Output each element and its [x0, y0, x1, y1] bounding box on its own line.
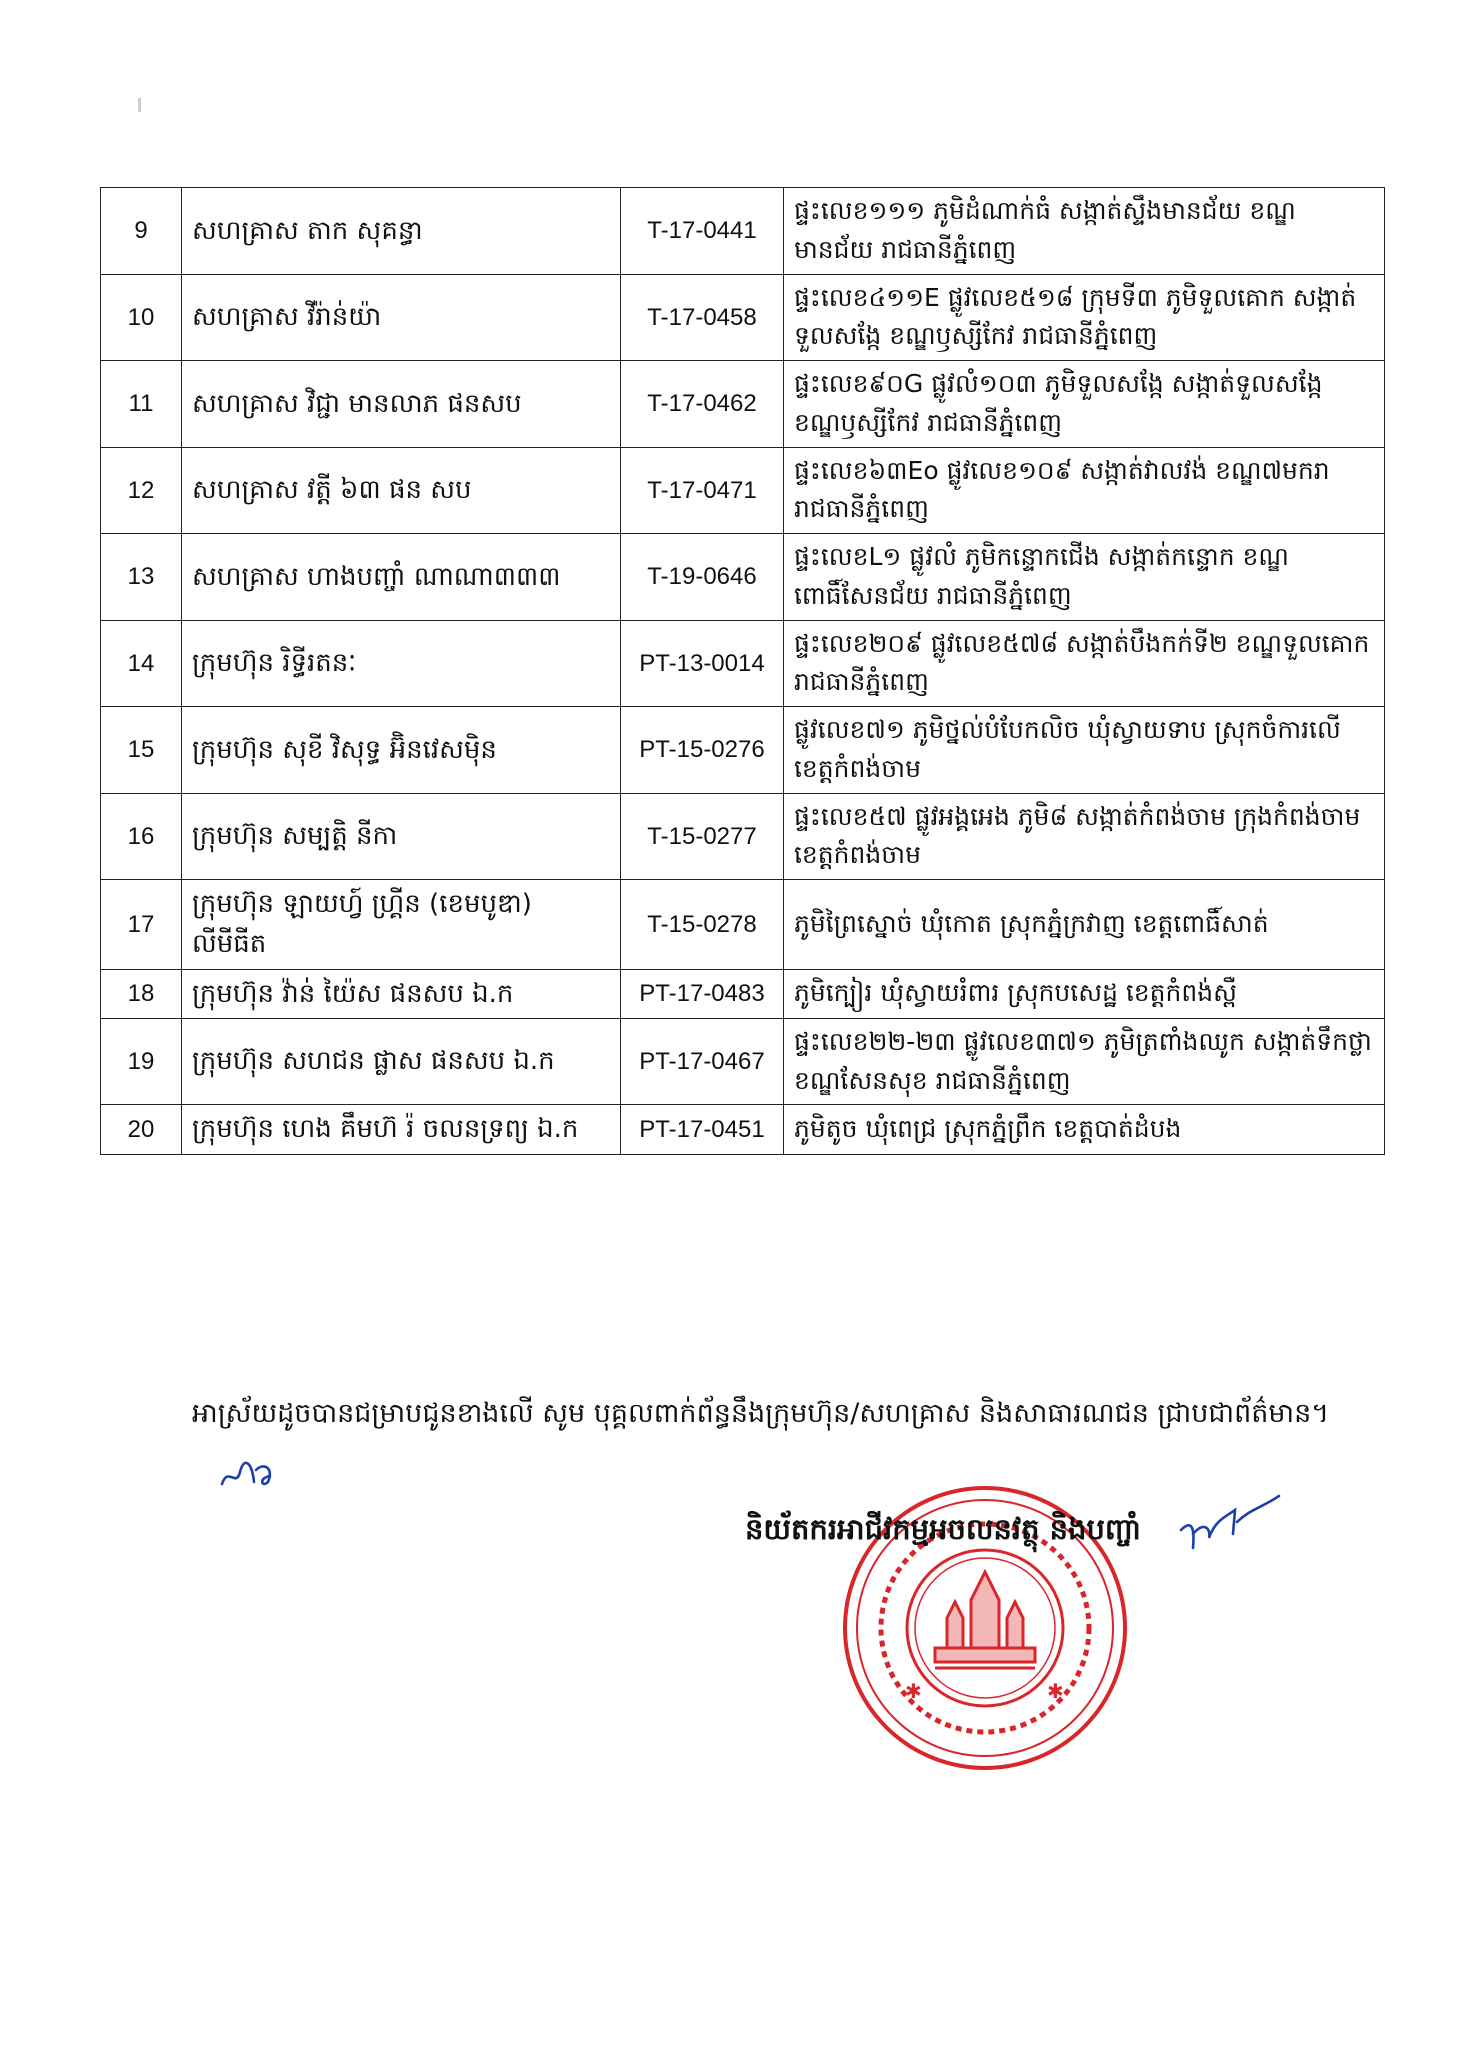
- company-address: ផ្ទះលេខ២០៩ ផ្លូវលេខ៥៧៨ សង្កាត់បឹងកក់ទី២ ខណ្ឌទួលគោក រាជធានីភ្នំពេញ: [784, 620, 1385, 707]
- row-number: 13: [101, 534, 182, 621]
- table-row: [101, 1105, 1385, 1154]
- table-row: [101, 793, 1385, 880]
- license-code: T-17-0441: [621, 188, 784, 275]
- table-row: [101, 620, 1385, 707]
- table-row: [101, 361, 1385, 448]
- license-code: T-19-0646: [621, 534, 784, 621]
- license-code: T-15-0277: [621, 793, 784, 880]
- company-address: ផ្ទះលេខ៥៧ ផ្លូវអង្គអេង ភូមិ៨ សង្កាត់កំពង់ចាម ក្រុងកំពង់ចាម ខេត្តកំពង់ចាម: [784, 793, 1385, 880]
- table-row: [101, 534, 1385, 621]
- table-row: [101, 274, 1385, 361]
- company-name: ក្រុមហ៊ុន វ៉ាន់ យ៉ៃស ផនសប ឯ.ក: [182, 969, 621, 1018]
- company-address: ផ្ទះលេខ៦៣Eo ផ្លូវលេខ១០៩ សង្កាត់វាលវង់ ខណ្ឌ៧មករា រាជធានីភ្នំពេញ: [784, 447, 1385, 534]
- row-number: 14: [101, 620, 182, 707]
- svg-text:✱: ✱: [1047, 1679, 1064, 1703]
- license-code: PT-17-0451: [621, 1105, 784, 1154]
- row-number: 15: [101, 707, 182, 794]
- closing-paragraph: [100, 1390, 1385, 1437]
- handwritten-signature: [1175, 1490, 1285, 1560]
- handwritten-initials: [218, 1458, 278, 1492]
- license-code: T-17-0458: [621, 274, 784, 361]
- company-address: ភូមិតូច ឃុំពេជ្រ ស្រុកភ្នំព្រឹក ខេត្តបាត់ដំបង: [784, 1105, 1385, 1154]
- license-code: PT-15-0276: [621, 707, 784, 794]
- company-name: សហគ្រាស តាក សុគន្ធា: [182, 188, 621, 275]
- company-name: ក្រុមហ៊ុន សុខី វិសុទ្ធ អ៊ិនវេសម៉ិន: [182, 707, 621, 794]
- row-number: 19: [101, 1018, 182, 1105]
- company-address: ផ្ទះលេខ៤១១E ផ្លូវលេខ៥១៨ ក្រុមទី៣ ភូមិទួលគោក សង្កាត់ទួលសង្កែ ខណ្ឌឫស្សីកែវ រាជធានីភ្នំពេញ: [784, 274, 1385, 361]
- company-address: ផ្ទះលេខ៩០G ផ្លូវលំ១០៣ ភូមិទួលសង្កែ សង្កាត់ទួលសង្កែ ខណ្ឌឫស្សីកែវ រាជធានីភ្នំពេញ: [784, 361, 1385, 448]
- registry-table-body: [101, 188, 1385, 1155]
- company-name: ក្រុមហ៊ុន ហេង គឹមហ៊ រ៉ ចលនទ្រព្យ ឯ.ក: [182, 1105, 621, 1154]
- table-row: [101, 1018, 1385, 1105]
- company-name: សហគ្រាស ហាងបញ្ចាំ ណាណា៣៣៣: [182, 534, 621, 621]
- row-number: 18: [101, 969, 182, 1018]
- row-number: 16: [101, 793, 182, 880]
- row-number: 11: [101, 361, 182, 448]
- company-name: សហគ្រាស វិជ្ជា មានលាភ ផនសប: [182, 361, 621, 448]
- row-number: 9: [101, 188, 182, 275]
- company-address: ផ្លូវលេខ៧១ ភូមិថ្នល់បំបែកលិច ឃុំស្វាយទាប ស្រុកចំការលើ ខេត្តកំពង់ចាម: [784, 707, 1385, 794]
- page-mark: [138, 98, 141, 112]
- company-name: ក្រុមហ៊ុន ឡាយហ្វ៍ ហ្គ្រីន (ខេមបូឌា) លីមីធីត: [182, 880, 621, 970]
- company-name: ក្រុមហ៊ុន សហជន ផ្លាស ផនសប ឯ.ក: [182, 1018, 621, 1105]
- row-number: 12: [101, 447, 182, 534]
- registry-table: [100, 187, 1385, 1155]
- company-address: ភូមិក្បៀរ ឃុំស្វាយរំពារ ស្រុកបសេដ្ឋ ខេត្តកំពង់ស្ពឺ: [784, 969, 1385, 1018]
- svg-text:✱: ✱: [905, 1679, 922, 1703]
- company-address: ភូមិព្រៃស្នោច់ ឃុំកោត ស្រុកភ្នំក្រវាញ ខេត្តពោធិ៍សាត់: [784, 880, 1385, 970]
- closing-text: អាស្រ័យដូចបានជម្រាបជូនខាងលើ សូម បុគ្គលពាក់ព័ន្ធនឹងក្រុមហ៊ុន/សហគ្រាស និងសាធារណជន ជ្រាបជាព័ត៌មាន។: [192, 1398, 1330, 1429]
- company-name: ក្រុមហ៊ុន សម្បត្តិ នីកា: [182, 793, 621, 880]
- company-address: ផ្ទះលេខ១១១ ភូមិដំណាក់ធំ សង្កាត់ស្ទឹងមានជ័យ ខណ្ឌមានជ័យ រាជធានីភ្នំពេញ: [784, 188, 1385, 275]
- issuing-authority: និយ័តករអាជីវកម្មអចលនវត្ថុ និងបញ្ចាំ: [745, 1512, 1142, 1546]
- row-number: 20: [101, 1105, 182, 1154]
- company-name: ក្រុមហ៊ុន រិទ្ធីរតនៈ: [182, 620, 621, 707]
- table-row: [101, 969, 1385, 1018]
- license-code: T-17-0471: [621, 447, 784, 534]
- license-code: T-15-0278: [621, 880, 784, 970]
- company-name: សហគ្រាស វត្តី ៦៣ ផន សប: [182, 447, 621, 534]
- license-code: PT-13-0014: [621, 620, 784, 707]
- table-row: [101, 188, 1385, 275]
- license-code: T-17-0462: [621, 361, 784, 448]
- company-address: ផ្ទះលេខ២២-២៣ ផ្លូវលេខ៣៧១ ភូមិត្រពាំងឈូក សង្កាត់ទឹកថ្លា ខណ្ឌសែនសុខ រាជធានីភ្នំពេញ: [784, 1018, 1385, 1105]
- license-code: PT-17-0467: [621, 1018, 784, 1105]
- table-row: [101, 880, 1385, 970]
- license-code: PT-17-0483: [621, 969, 784, 1018]
- company-name: សហគ្រាស វីរ៉ាន់យ៉ា: [182, 274, 621, 361]
- table-row: [101, 707, 1385, 794]
- row-number: 10: [101, 274, 182, 361]
- table-row: [101, 447, 1385, 534]
- company-address: ផ្ទះលេខL១ ផ្លូវលំ ភូមិកន្ទោកជើង សង្កាត់កន្ទោក ខណ្ឌពោធិ៍សែនជ័យ រាជធានីភ្នំពេញ: [784, 534, 1385, 621]
- row-number: 17: [101, 880, 182, 970]
